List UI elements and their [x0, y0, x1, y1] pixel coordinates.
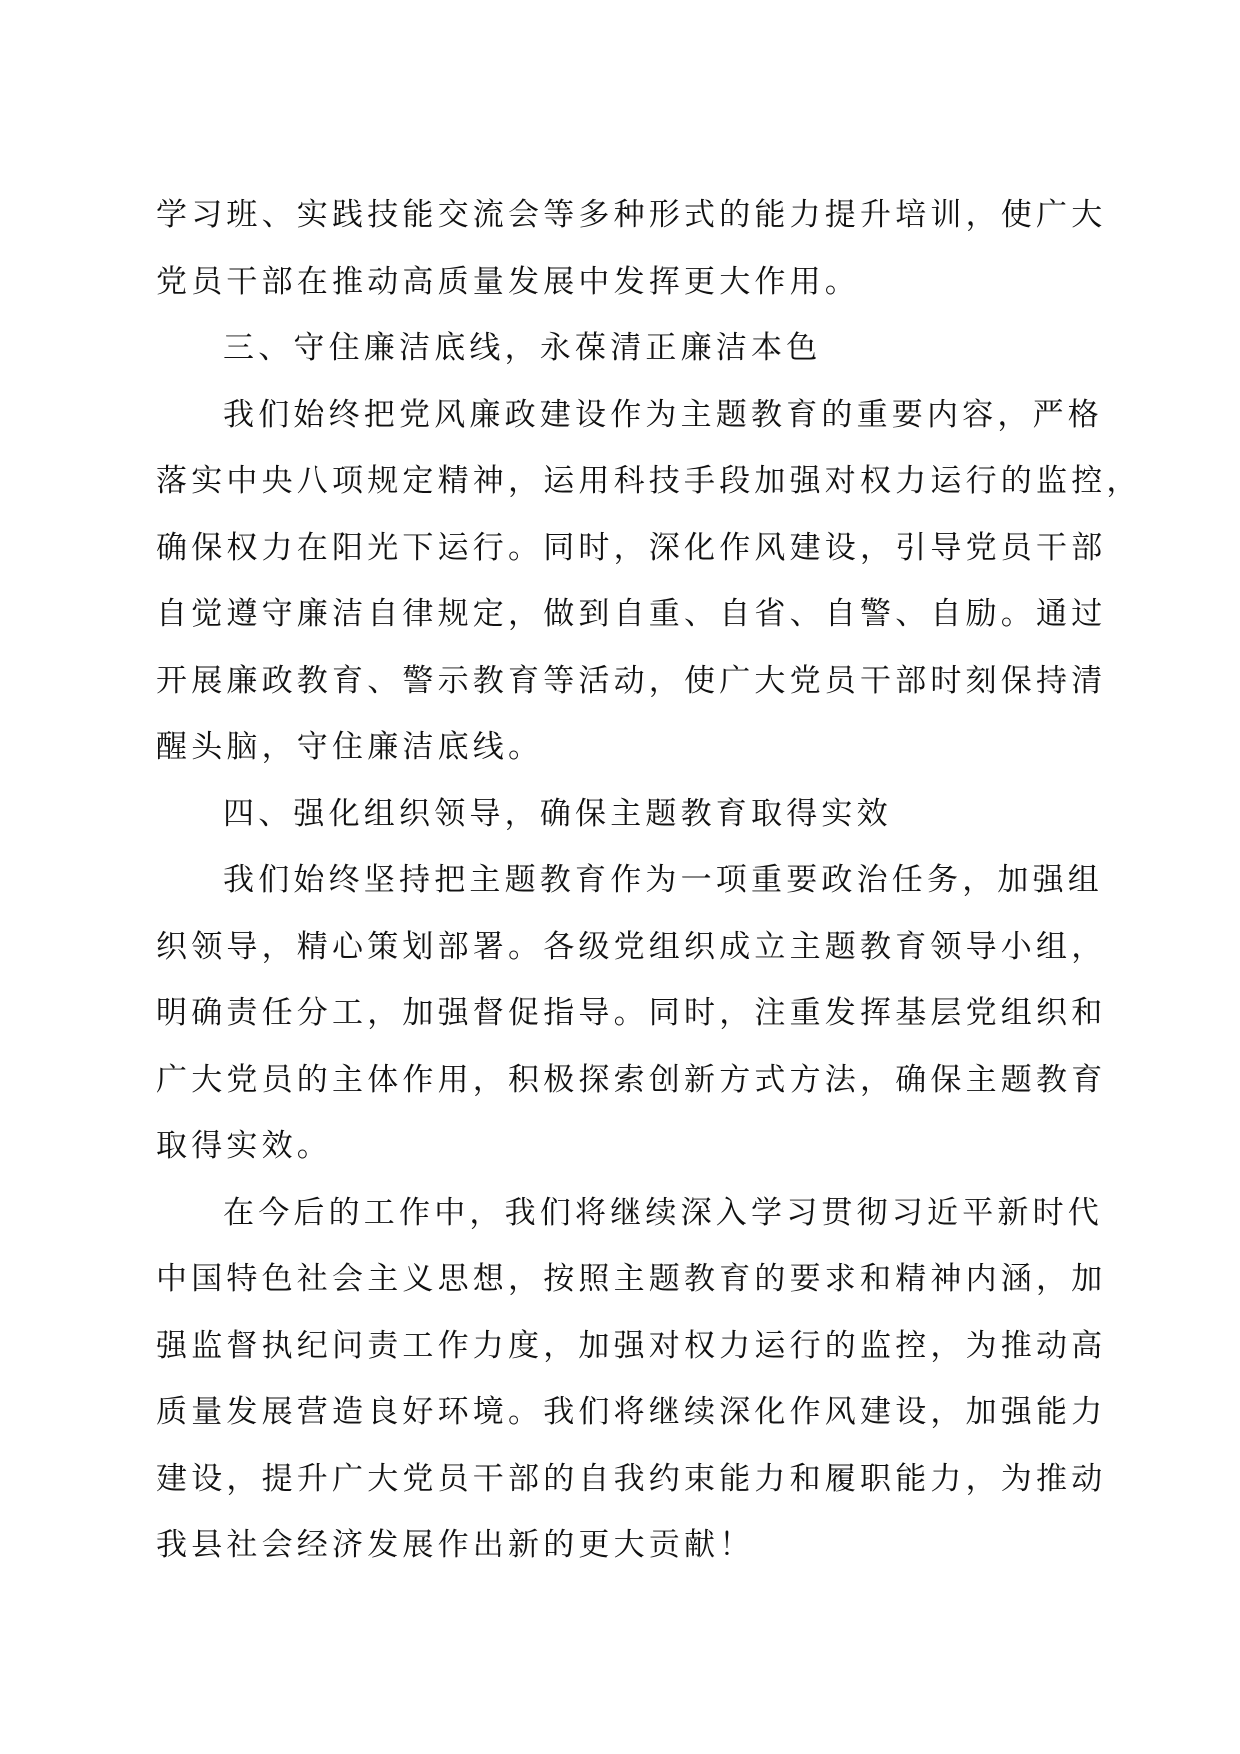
paragraph-line: 我们始终坚持把主题教育作为一项重要政治任务，加强组	[223, 862, 1103, 898]
paragraph-line: 我们始终把党风廉政建设作为主题教育的重要内容，严格	[223, 396, 1103, 433]
paragraph-line: 明确责任分工，加强督促指导。同时，注重发挥基层党组织和	[156, 995, 1107, 1031]
paragraph-line: 织领导，精心策划部署。各级党组织成立主题教育领导小组，	[156, 928, 1107, 965]
paragraph-line: 在今后的工作中，我们将继续深入学习贯彻习近平新时代	[223, 1194, 1103, 1231]
section-heading: 三、守住廉洁底线，永葆清正廉洁本色	[223, 330, 822, 366]
paragraph-line: 质量发展营造良好环境。我们将继续深化作风建设，加强能力	[156, 1394, 1107, 1430]
paragraph-line: 自觉遵守廉洁自律规定，做到自重、自省、自警、自励。通过	[156, 596, 1107, 632]
paragraph-line: 醒头脑，守住廉洁底线。	[156, 729, 544, 765]
paragraph-line: 广大党员的主体作用，积极探索创新方式方法，确保主题教育	[156, 1061, 1107, 1098]
paragraph-line: 建设，提升广大党员干部的自我约束能力和履职能力，为推动	[156, 1460, 1107, 1497]
paragraph-line: 落实中央八项规定精神，运用科技手段加强对权力运行的监控，	[156, 463, 1142, 499]
paragraph-line: 我县社会经济发展作出新的更大贡献！	[156, 1527, 755, 1563]
paragraph-line: 强监督执纪问责工作力度，加强对权力运行的监控，为推动高	[156, 1327, 1107, 1364]
paragraph-line: 党员干部在推动高质量发展中发挥更大作用。	[156, 263, 860, 300]
paragraph-line: 取得实效。	[156, 1128, 332, 1164]
paragraph-line: 学习班、实践技能交流会等多种形式的能力提升培训，使广大	[156, 197, 1107, 233]
paragraph-line: 中国特色社会主义思想，按照主题教育的要求和精神内涵，加	[156, 1261, 1107, 1297]
document-body	[156, 182, 1142, 1579]
section-heading: 四、强化组织领导，确保主题教育取得实效	[223, 795, 892, 832]
paragraph-line: 确保权力在阳光下运行。同时，深化作风建设，引导党员干部	[156, 529, 1107, 566]
paragraph-line: 开展廉政教育、警示教育等活动，使广大党员干部时刻保持清	[156, 662, 1107, 699]
